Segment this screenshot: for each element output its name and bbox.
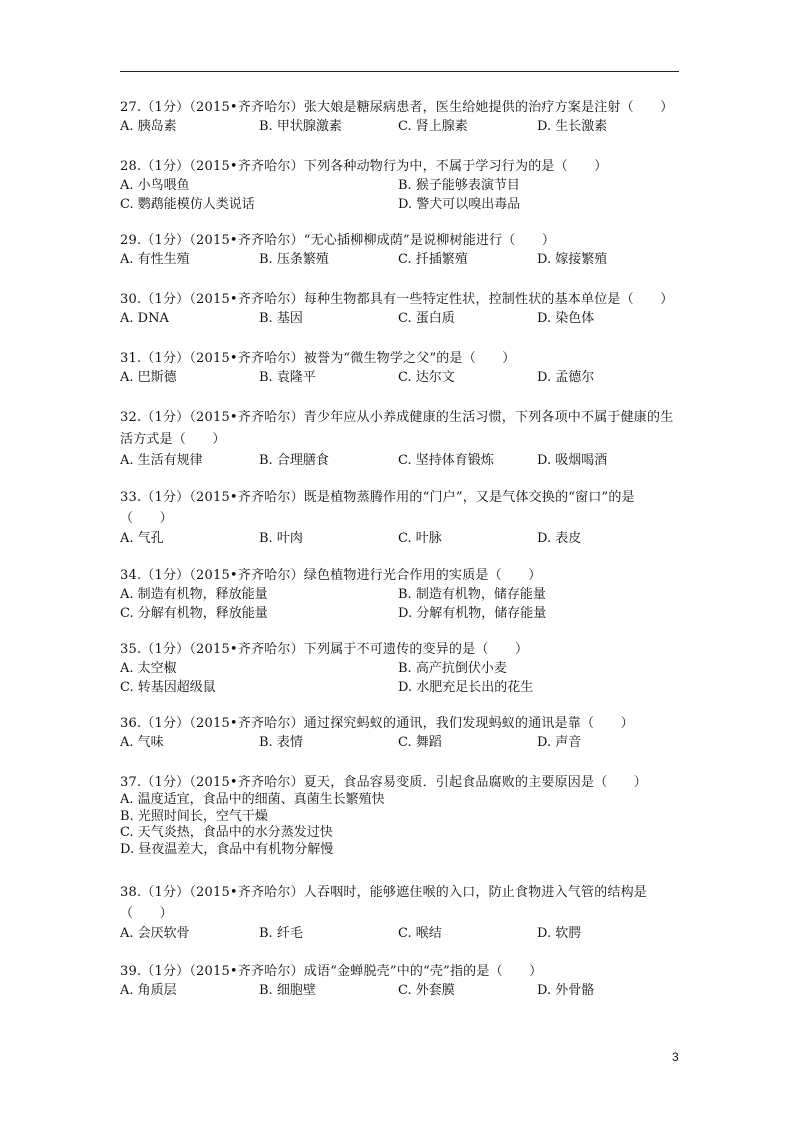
option-c: C. 天气炎热，食品中的水分蒸发过快 xyxy=(120,825,333,840)
option-a: A. 角质层 xyxy=(120,983,177,998)
question-30 xyxy=(120,290,680,328)
options xyxy=(120,368,680,387)
question-38 xyxy=(120,882,680,943)
option-c: C. 肾上腺素 xyxy=(398,119,468,134)
question-stem: 27.（1分）（2015•齐齐哈尔）张大娘是糖尿病患者，医生给她提供的治疗方案是注射（ ） xyxy=(120,100,674,115)
option-c: C. 达尔文 xyxy=(398,370,455,385)
option-a: A. 生活有规律 xyxy=(120,453,203,468)
options xyxy=(120,309,680,328)
options xyxy=(120,585,680,623)
option-d: D. 外骨骼 xyxy=(537,983,595,998)
question-32 xyxy=(120,407,680,470)
option-a: A. 气味 xyxy=(120,735,164,750)
question-36 xyxy=(120,714,680,752)
option-b: B. 叶肉 xyxy=(259,531,303,546)
question-stem: 33.（1分）（2015•齐齐哈尔）既是植物蒸腾作用的“门户”，又是气体交换的“窗口”的是（ ） xyxy=(120,490,635,526)
option-b: B. 袁隆平 xyxy=(259,370,316,385)
option-c: C. 蛋白质 xyxy=(398,311,455,326)
option-a: A. 气孔 xyxy=(120,531,164,546)
question-stem: 32.（1分）（2015•齐齐哈尔）青少年应从小养成健康的生活习惯，下列各项中不属于健康的生活方式是（ ） xyxy=(120,410,674,447)
question-33 xyxy=(120,487,680,548)
option-b: B. 基因 xyxy=(259,311,303,326)
option-c: C. 喉结 xyxy=(398,926,442,941)
option-d: D. 嫁接繁殖 xyxy=(537,252,608,267)
options xyxy=(120,176,680,214)
option-b: B. 高产抗倒伏小麦 xyxy=(398,661,507,676)
question-stem: 37.（1分）（2015•齐齐哈尔）夏天，食品容易变质．引起食品腐败的主要原因是（ ） xyxy=(120,775,647,790)
option-c: C. 外套膜 xyxy=(398,983,455,998)
option-d: D. 软腭 xyxy=(537,926,582,941)
option-a: A. DNA xyxy=(120,311,169,326)
option-c: C. 转基因超级鼠 xyxy=(120,680,216,695)
options xyxy=(120,451,680,470)
question-stem: 35.（1分）（2015•齐齐哈尔）下列属于不可遗传的变异的是（ ） xyxy=(120,642,529,657)
option-a: A. 巴斯德 xyxy=(120,370,177,385)
question-27 xyxy=(120,98,680,136)
option-b: B. 压条繁殖 xyxy=(259,252,329,267)
options xyxy=(120,981,680,1000)
question-stem: 34.（1分）（2015•齐齐哈尔）绿色植物进行光合作用的实质是（ ） xyxy=(120,568,542,583)
options xyxy=(120,250,680,269)
question-34 xyxy=(120,566,680,623)
question-stem: 39.（1分）（2015•齐齐哈尔）成语“金蝉脱壳”中的“壳”指的是（ ） xyxy=(120,964,543,979)
question-stem: 31.（1分）（2015•齐齐哈尔）被誉为“微生物学之父”的是（ ） xyxy=(120,351,516,366)
header-rule xyxy=(120,71,679,72)
option-a: A. 会厌软骨 xyxy=(120,926,190,941)
option-c: C. 舞蹈 xyxy=(398,735,442,750)
option-c: C. 分解有机物，释放能量 xyxy=(120,606,268,621)
option-a: A. 太空椒 xyxy=(120,661,177,676)
option-b: B. 细胞壁 xyxy=(259,983,316,998)
option-d: D. 声音 xyxy=(537,735,582,750)
question-stem: 36.（1分）（2015•齐齐哈尔）通过探究蚂蚁的通讯，我们发现蚂蚁的通讯是靠（ ） xyxy=(120,716,634,731)
option-d: D. 水肥充足长出的花生 xyxy=(398,680,534,695)
options xyxy=(120,733,680,752)
option-c: C. 坚持体育锻炼 xyxy=(398,453,494,468)
option-d: D. 昼夜温差大，食品中有机物分解慢 xyxy=(120,841,334,857)
option-b: B. 纤毛 xyxy=(259,926,303,941)
options xyxy=(120,117,680,136)
question-stem: 38.（1分）（2015•齐齐哈尔）人吞咽时，能够遮住喉的入口，防止食物进入气管的结构是（ ） xyxy=(120,885,647,921)
question-35 xyxy=(120,640,680,697)
option-b: B. 表情 xyxy=(259,735,303,750)
option-a: A. 小鸟喂鱼 xyxy=(120,178,190,193)
options xyxy=(120,792,680,858)
question-28 xyxy=(120,157,680,214)
option-b: B. 合理膳食 xyxy=(259,453,329,468)
question-stem: 28.（1分）（2015•齐齐哈尔）下列各种动物行为中，不属于学习行为的是（ ） xyxy=(120,159,608,174)
options xyxy=(120,924,680,943)
option-c: C. 扦插繁殖 xyxy=(398,252,468,267)
question-31 xyxy=(120,349,680,387)
option-c: C. 鹦鹉能模仿人类说话 xyxy=(120,197,255,212)
option-d: D. 表皮 xyxy=(537,531,582,546)
options xyxy=(120,529,680,548)
option-a: A. 胰岛素 xyxy=(120,119,177,134)
option-d: D. 生长激素 xyxy=(537,119,608,134)
question-39 xyxy=(120,962,680,1000)
option-d: D. 警犬可以嗅出毒品 xyxy=(398,197,521,212)
option-a: A. 制造有机物，释放能量 xyxy=(120,587,268,602)
option-b: B. 制造有机物，储存能量 xyxy=(398,587,546,602)
question-stem: 29.（1分）（2015•齐齐哈尔）“无心插柳柳成荫”是说柳树能进行（ ） xyxy=(120,233,556,248)
option-b: B. 甲状腺激素 xyxy=(259,119,342,134)
option-a: A. 温度适宜，食品中的细菌、真菌生长繁殖快 xyxy=(120,792,385,807)
option-d: D. 分解有机物，储存能量 xyxy=(398,606,547,621)
option-b: B. 光照时间长，空气干燥 xyxy=(120,808,268,824)
option-d: D. 染色体 xyxy=(537,311,595,326)
question-37 xyxy=(120,773,680,858)
option-c: C. 叶脉 xyxy=(398,531,442,546)
question-29 xyxy=(120,231,680,269)
options xyxy=(120,659,680,697)
option-a: A. 有性生殖 xyxy=(120,252,190,267)
option-d: D. 孟德尔 xyxy=(537,370,595,385)
question-stem: 30.（1分）（2015•齐齐哈尔）每种生物都具有一些特定性状，控制性状的基本单位是（ ） xyxy=(120,292,674,307)
option-b: B. 猴子能够表演节目 xyxy=(398,178,520,193)
option-d: D. 吸烟喝酒 xyxy=(537,453,608,468)
page-number: 3 xyxy=(672,1050,679,1064)
